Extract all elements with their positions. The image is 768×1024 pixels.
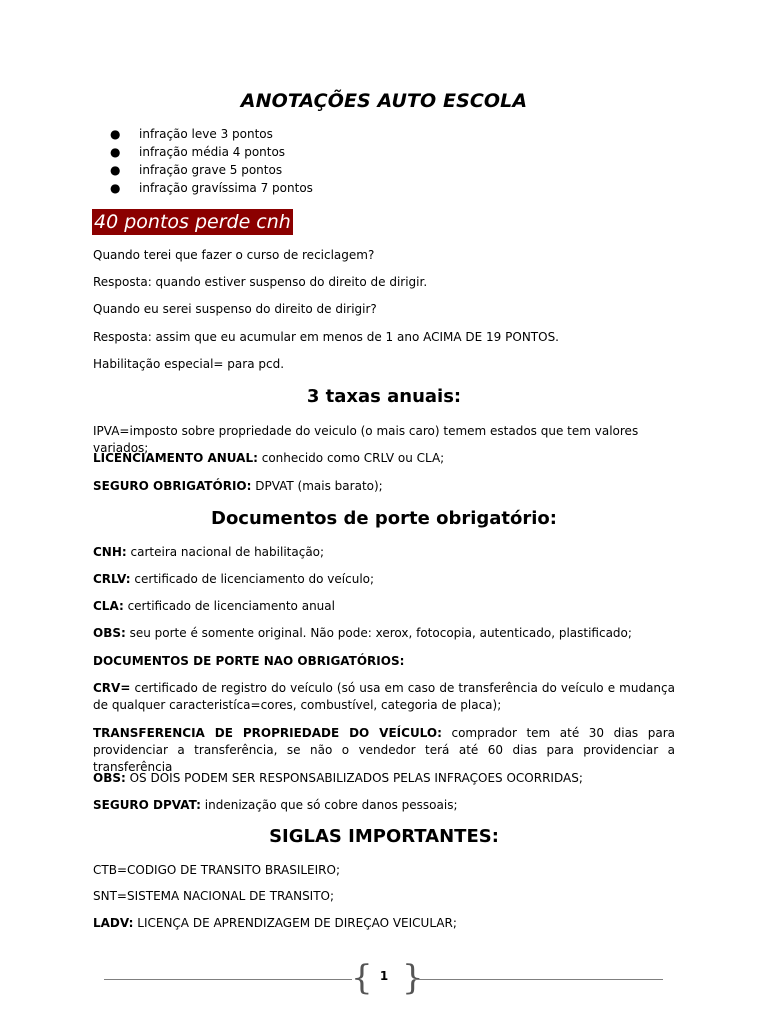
bullet-icon: ● — [110, 181, 121, 195]
seguro-paragraph — [93, 478, 675, 495]
licenciamento-text: conhecido como CRLV ou CLA; — [257, 451, 445, 465]
question-2: Quando eu serei suspenso do direito de dirigir? — [93, 302, 377, 316]
page-title: ANOTAÇÕES AUTO ESCOLA — [240, 90, 528, 112]
crlv-label: CRLV: — [93, 572, 131, 586]
nao-obrigatorios-heading — [93, 653, 675, 670]
list-item — [110, 143, 313, 161]
nao-obrigatorios-label: DOCUMENTOS DE PORTE NAO OBRIGATÓRIOS: — [93, 654, 405, 668]
seguro-label: SEGURO OBRIGATÓRIO: — [93, 479, 252, 493]
licenciamento-paragraph — [93, 450, 675, 467]
ipva-text: IPVA=imposto sobre propriedade do veiculo (o mais caro) temem estados que tem valores variados; — [93, 424, 639, 455]
sigla-ladv-text: LICENÇA DE APRENDIZAGEM DE DIREÇAO VEICULAR; — [133, 916, 457, 930]
crv-label: CRV= — [93, 681, 131, 695]
note-habilitacao: Habilitação especial= para pcd. — [93, 357, 285, 371]
highlighted-heading: 40 pontos perde cnh — [94, 211, 291, 233]
transferencia-paragraph — [93, 725, 675, 776]
answer-2: Resposta: assim que eu acumular em menos de 1 ano ACIMA DE 19 PONTOS. — [93, 330, 559, 344]
answer-1: Resposta: quando estiver suspenso do direito de dirigir. — [93, 275, 428, 289]
list-item-text: infração gravíssima 7 pontos — [139, 181, 313, 195]
right-brace-icon: } — [402, 958, 424, 998]
crv-paragraph — [93, 680, 675, 714]
sigla-ladv-paragraph — [93, 915, 675, 932]
footer-divider-right — [414, 979, 663, 980]
footer-divider-left — [104, 979, 352, 980]
obs2-paragraph — [93, 770, 675, 787]
cnh-label: CNH: — [93, 545, 127, 559]
question-1: Quando terei que fazer o curso de reciclagem? — [93, 248, 375, 262]
list-item — [110, 125, 313, 143]
sigla-ladv-label: LADV: — [93, 916, 134, 930]
points-list — [110, 125, 313, 197]
cla-paragraph — [93, 598, 675, 615]
bullet-icon: ● — [110, 145, 121, 159]
seguro-text: DPVAT (mais barato); — [251, 479, 383, 493]
list-item-text: infração grave 5 pontos — [139, 163, 283, 177]
transferencia-label: TRANSFERENCIA DE PROPRIEDADE DO VEÍCULO: — [93, 726, 442, 740]
list-item-text: infração leve 3 pontos — [139, 127, 273, 141]
docs-heading: Documentos de porte obrigatório: — [211, 508, 557, 529]
dpvat-label: SEGURO DPVAT: — [93, 798, 201, 812]
bullet-icon: ● — [110, 163, 121, 177]
cla-label: CLA: — [93, 599, 124, 613]
page-number: 1 — [379, 969, 389, 983]
siglas-heading: SIGLAS IMPORTANTES: — [269, 826, 499, 847]
crv-text: certificado de registro do veículo (só usa em caso de transferência do veículo e mudança de qualquer caracteristíca=cores, combustível, categoria de placa); — [93, 681, 675, 712]
obs2-label: OBS: — [93, 771, 126, 785]
list-item — [110, 179, 313, 197]
sigla-ctb: CTB=CODIGO DE TRANSITO BRASILEIRO; — [93, 863, 340, 877]
list-item-text: infração média 4 pontos — [139, 145, 286, 159]
bullet-icon: ● — [110, 127, 121, 141]
obs2-text: OS DOIS PODEM SER RESPONSABILIZADOS PELAS INFRAÇOES OCORRIDAS; — [125, 771, 583, 785]
obs-text: seu porte é somente original. Não pode: xerox, fotocopia, autenticado, plastificado; — [125, 626, 632, 640]
obs-paragraph — [93, 625, 675, 642]
cla-text: certificado de licenciamento anual — [123, 599, 335, 613]
dpvat-text: indenização que só cobre danos pessoais; — [200, 798, 458, 812]
taxes-heading: 3 taxas anuais: — [306, 386, 462, 407]
cnh-text: carteira nacional de habilitação; — [126, 545, 325, 559]
obs-label: OBS: — [93, 626, 126, 640]
dpvat-paragraph — [93, 797, 675, 814]
transferencia-text: comprador tem até 30 dias para providenciar a transferência, se não o vendedor terá até 60 dias para providenciar a transferência — [93, 726, 675, 774]
left-brace-icon: { — [351, 958, 373, 998]
crlv-text: certificado de licenciamento do veículo; — [130, 572, 375, 586]
cnh-paragraph — [93, 544, 675, 561]
sigla-snt: SNT=SISTEMA NACIONAL DE TRANSITO; — [93, 889, 335, 903]
crlv-paragraph — [93, 571, 675, 588]
licenciamento-label: LICENCIAMENTO ANUAL: — [93, 451, 258, 465]
list-item — [110, 161, 313, 179]
